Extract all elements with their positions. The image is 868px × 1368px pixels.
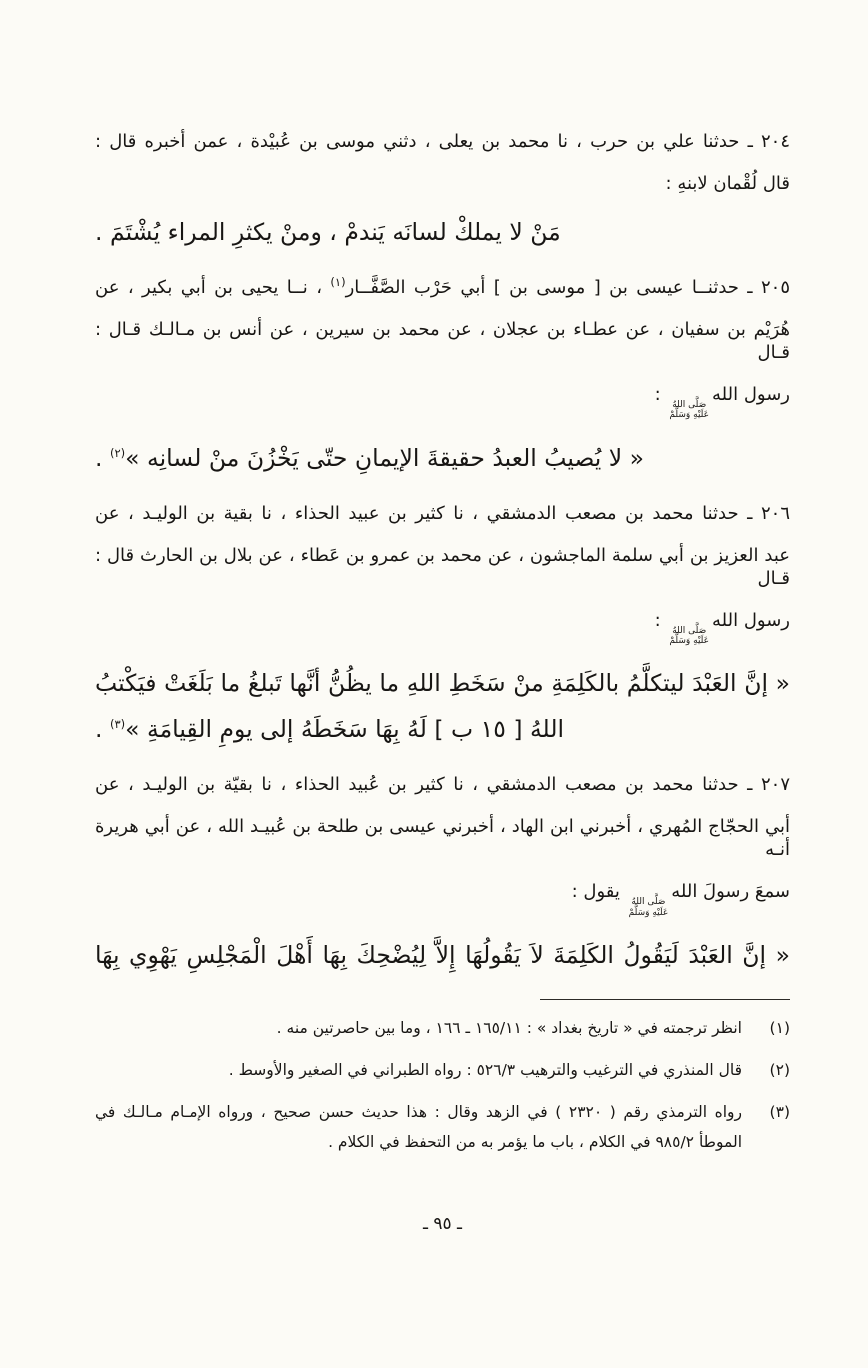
sallallahu-alayhi-wasallam-mark [629,897,669,918]
hadith-matn-continuation [95,711,790,747]
footnote-text [95,1102,742,1162]
footnote-line: قال المنذري في الترغيب والترهيب ٥٢٦/٣ : رواه الطبراني في الصغير والأوسط . [228,1061,742,1080]
text-fragment: . [95,443,110,472]
footnote-line: رواه الترمذي رقم ( ٢٣٢٠ ) في الزهد وقال : هذا حديث حسن صحيح ، ورواه الإمـام مـالـك في [95,1103,743,1122]
saw-bottom: عَلَيْهِ وَسَلَّمْ [669,410,710,421]
text-fragment: « لا يُصيبُ العبدُ حقيقةَ الإيمانِ حتّى يَخْزُنَ منْ لسانِه » [125,443,645,472]
text-fragment: يقول : [571,881,620,903]
isnad-line: قال لُقْمان لابنهِ : [665,173,790,194]
saw-bottom: عَلَيْهِ وَسَلَّمْ [628,907,669,918]
footnote-3 [95,1102,790,1162]
footnote-marker: (١) [769,1019,790,1038]
footnote-ref-2: (٢) [109,445,126,460]
footnotes-section [95,999,790,1162]
sallallahu-alayhi-wasallam-mark [669,626,709,647]
text-fragment: : [654,384,661,405]
footnote-text [95,1060,742,1090]
isnad-line [95,383,790,421]
hadith-entry-206 [95,502,790,748]
sallallahu-alayhi-wasallam-mark [669,400,709,421]
isnad-line: عبد العزيز بن أبي سلمة الماجشون ، عن محمد بن عمرو بن عَطاء ، عن بلال بن الحارث قال : قـال [95,544,790,589]
hadith-entry-204 [95,130,790,250]
saw-top: صَلَّى اللهُ [631,897,666,908]
isnad-line: ٢٠٤ ـ حدثنا علي بن حرب ، نا محمد بن يعلى ، دثني موسى بن عُبيْدة ، عمن أخبره قال : [95,131,790,152]
isnad-line: هُرَيْم بن سفيان ، عن عطـاء بن عجلان ، عن محمد بن سيرين ، عن أنس بن مـالـك قـال : قـال [95,319,790,363]
saw-bottom: عَلَيْهِ وَسَلَّمْ [669,636,710,647]
footnote-line: انظر ترجمته في « تاريخ بغداد » : ١٦٥/١١ ـ ١٦٦ ، وما بين حاصرتين منه . [276,1019,742,1038]
text-fragment: رسول الله [712,384,790,405]
isnad-line: ٢٠٧ ـ حدثنا محمد بن مصعب الدمشقي ، نا كثير بن عُبيد الحذاء ، نا بقيّة بن الوليـد ، عن [95,774,790,796]
hadith-matn [95,440,790,476]
saw-top: صَلَّى اللهُ [672,625,707,636]
footnote-ref-3: (٣) [109,717,126,732]
footnote-line: الموطأ ٩٨٥/٢ في الكلام ، باب ما يؤمر به من التحفظ في الكلام . [328,1133,742,1152]
footnote-text [95,1018,742,1048]
isnad-line: أبي الحجّاج المُهري ، أخبرني ابن الهاد ، أخبرني عيسى بن طلحة بن عُبيـد الله ، عن أبي هريرة أنـه [95,816,790,861]
hadith-matn: « إنَّ العَبْدَ ليتكلَّمُ بالكَلِمَةِ منْ سَخَطِ اللهِ ما يظُنُّ أنَّها تَبلغُ ما بَلَغَتْ فيَكْتبُ [95,669,790,698]
hadith-matn: « إنَّ العَبْدَ لَيَقُولُ الكَلِمَةَ لاَ يَقُولُهَا إِلاَّ لِيُضْحِكَ بِهَا أَهْلَ الْمَجْلِسِ يَهْوِي بِهَا [95,941,790,970]
footnote-marker: (٣) [769,1103,790,1122]
text-fragment: رسول الله [712,609,790,631]
saw-top: صَلَّى اللهُ [672,400,707,410]
isnad-line [95,880,790,918]
text-fragment: ، نــا يحيى بن أبي بكير ، عن [95,277,331,298]
page-number: ـ ٩٥ ـ [422,1214,463,1235]
isnad-line [95,609,790,647]
isnad-line: ٢٠٦ ـ حدثنا محمد بن مصعب الدمشقي ، نا كثير بن عبيد الحذاء ، نا بقية بن الوليـد ، عن [95,502,790,524]
text-fragment: اللهُ [ ١٥ ب ] لَهُ بِهَا سَخَطَهُ إلى يومِ القِيامَةِ » [125,715,565,744]
isnad-line [95,276,790,299]
hadith-matn: مَنْ لا يملكْ لسانَه يَندمْ ، ومنْ يكثرِ المراء يُشْتَمَ . [95,218,561,246]
text-fragment: ٢٠٥ ـ حدثنــا عيسى بن [ موسى بن ] أبي حَرْب الصَّفَّــار [345,277,790,298]
hadith-entry-205 [95,276,790,476]
text-fragment: : [654,609,661,631]
text-fragment: . [95,715,110,744]
footnote-2 [95,1060,790,1090]
hadith-entry-207 [95,773,790,973]
footnote-1 [95,1018,790,1048]
footnote-marker: (٢) [769,1061,790,1080]
footnote-ref-1: (١) [330,275,346,289]
footnote-separator-rule [540,999,790,1000]
text-fragment: سمعَ رسولَ الله [671,881,790,903]
